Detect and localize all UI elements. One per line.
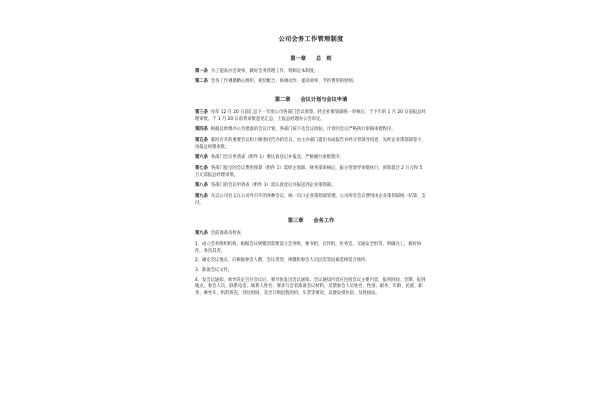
article-6-label: 第六条 <box>195 155 208 161</box>
chapter-2-title: 会议计划与会议申请 <box>300 96 348 103</box>
article-7-label: 第七条 <box>195 165 208 171</box>
list-item-2: 2、确定会议地点，应根据参会人数、会议类型、规模和参会人员层次等因素选择适合场所。 <box>195 258 370 264</box>
chapter-2-heading <box>195 96 427 104</box>
document-title: 公司会务工作管理制度 <box>278 36 344 43</box>
document-page <box>195 35 427 301</box>
chapter-2-label: 第二章 <box>274 96 291 103</box>
article-8 <box>195 183 427 190</box>
article-4-label: 第四条 <box>195 127 208 133</box>
article-9-label: 第九条 <box>195 193 208 199</box>
article-10-text: 会前准备及检查 <box>210 231 241 237</box>
article-2 <box>195 79 427 86</box>
article-10 <box>195 231 427 238</box>
chapter-1-heading <box>195 55 427 63</box>
article-8-label: 第八条 <box>195 183 208 189</box>
chapter-3-label: 第三章 <box>287 218 304 225</box>
article-9-text: 凡以公司名义在公司外召开的各种会议，统一归口企业策划部管理，公司所有会议费用由企业策划部统一结算、支付。 <box>195 193 426 206</box>
article-4 <box>195 127 427 134</box>
article-2-label: 第二条 <box>195 79 208 85</box>
article-8-text: 各部门的会议申请表（附件 1）需认真登记并报送到企业策划部。 <box>210 183 336 189</box>
list-item-1: 1、成立会务组织机构，根据会议规模的需要设立会务组，秘书组，宣传组，医务室，交通安全组等，明确分工，搞好协作，各负其责。 <box>195 241 422 254</box>
article-6-text: 各部门会议申请表（附件 1）要认真登记并报送，严格履行审批程序。 <box>210 155 344 161</box>
article-5-text: 临时召开的重要会议和上级委托代办的会议，由主办部门提出书面报告并经分管领导同意，先经企业策划部签字，再报总经理审批。 <box>195 138 426 150</box>
article-1 <box>195 69 427 76</box>
article-7 <box>195 166 427 179</box>
article-6 <box>195 155 427 162</box>
chapter-3-heading <box>195 217 427 225</box>
list-item-3: 3、准备会议文件。 <box>195 267 233 273</box>
chapter-3-title: 会务工作 <box>313 218 335 225</box>
article-3 <box>195 110 427 123</box>
list-item-4: 4、发会议通知，领导决定召开会议后，要尽快发出会议通知。会议通知内容应包括会议主要内容，报到时间、会期、报到地点、参会人员、联系电话、联系人姓名；要求与会者准备会议材料，反馈参会人员姓名、性别、职务、年龄、民族、职务、乘坐车、机的班次，到达时间、及否订购返程的机、车票等情况，以便安排住宿、及时接站。 <box>195 277 426 296</box>
article-4-text: 根据总经理办公会批准的会议计划，各部门按下达会议指标，计划内会议严格执行审核审批程序。 <box>210 127 396 133</box>
chapter-1-label: 第一章 <box>290 55 306 62</box>
chapter-1-title: 总 则 <box>316 55 332 62</box>
article-7-text: 各部门提交的会议费用预算（附件 1）需经企划部、财务部审核后，报分管领导审批执行，预算超过 2 万元和 5 万元需报总经理审批。 <box>195 165 423 178</box>
article-5-label: 第五条 <box>195 138 208 144</box>
article-5 <box>195 138 427 151</box>
article-2-text: 会务工作遵循精心组织、密切配合、协调动作、提高效率、节约费用的原则。 <box>210 79 357 85</box>
article-3-text: 每年 12 月 20 日前汇总下一年度公司各部门会议预算，经企业策划部统一审核后，于下年的 1 月 20 日前报总经理审批。于 1 月 20 日前将审批意见汇总，上报总经理办公会审定。 <box>195 110 426 122</box>
article-10-label: 第九条 <box>195 231 208 237</box>
article-3-label: 第三条 <box>195 110 208 116</box>
article-1-text: 为了提高办会效率、做好会务管理工作，特制定本制度。 <box>210 68 319 74</box>
article-9 <box>195 194 427 207</box>
article-1-label: 第一条 <box>195 68 208 74</box>
